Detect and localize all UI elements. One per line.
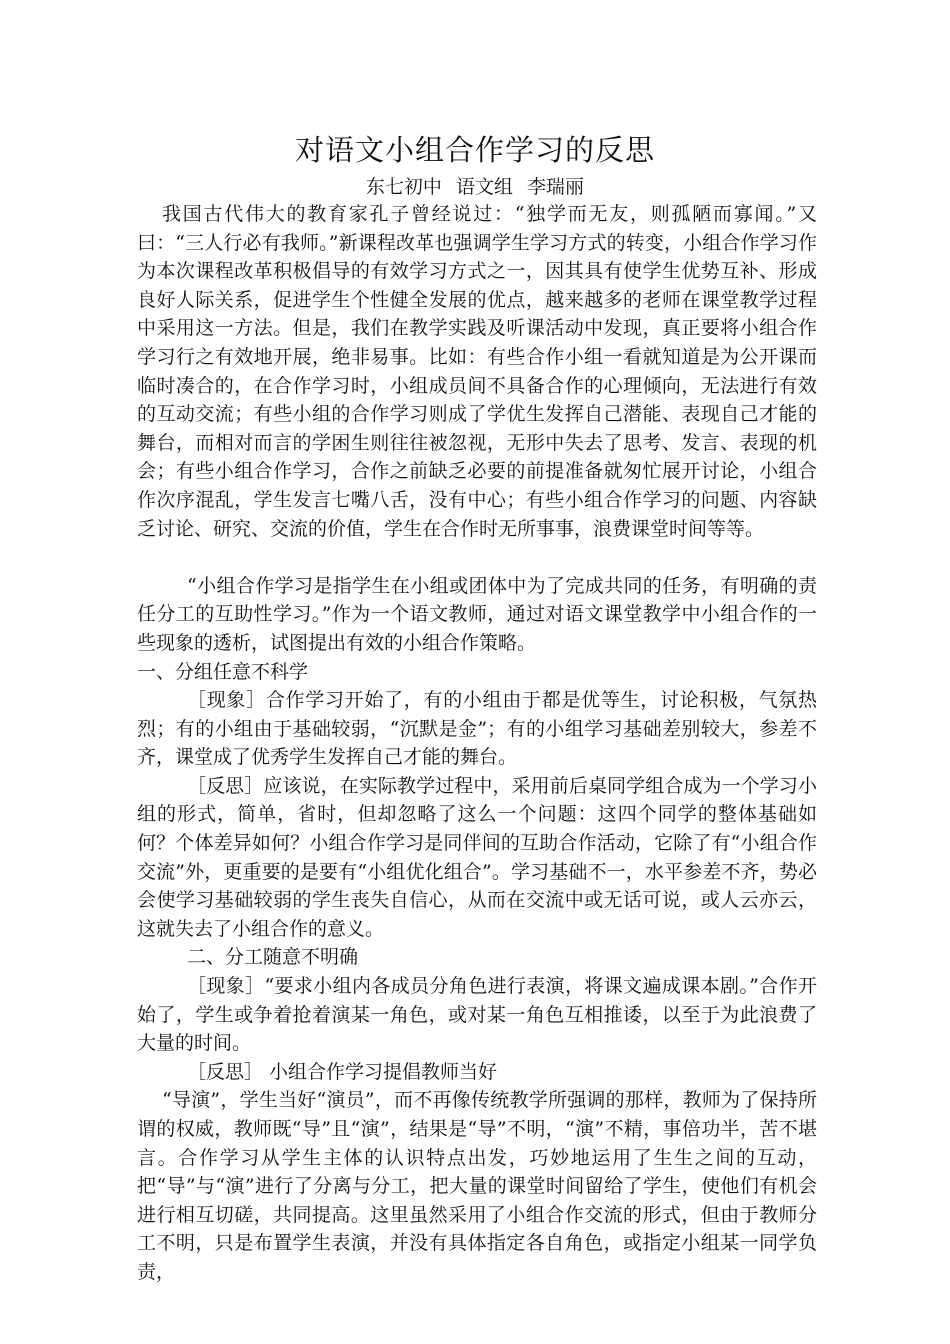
document-title: 对语文小组合作学习的反思 <box>294 133 655 167</box>
paragraph-definition: “小组合作学习是指学生在小组或团体中为了完成共同的任务，有明确的责任分工的互助性学习。”作为一个语文教师，通过对语文课堂教学中小组合作的一些现象的透析，试图提出有效的小组合作策略。 <box>137 574 817 654</box>
paragraph-spacer <box>137 543 817 572</box>
paragraph-reflection-1: ［反思］应该说，在实际教学过程中，采用前后桌同学组合成为一个学习小组的形式，简单，省时，但却忽略了这么一个问题：这四个同学的整体基础如何？个体差异如何？小组合作学习是同伴间的互助合作活动，它除了有“小组合作交流”外，更重要的是要有“小组优化组合”。学习基础不一，水平参差不齐，势必会使学习基础较弱的学生丧失自信心，从而在交流中或无话可说，或人云亦云，这就失去了小组合作的意义。 <box>137 774 817 940</box>
paragraph-reflection-2-heading: ［反思］ 小组合作学习提倡教师当好 <box>187 1060 498 1083</box>
section-heading-2: 二、分工随意不明确 <box>187 946 359 969</box>
paragraph-reflection-2: “导演”，学生当好“演员”，而不再像传统教学所强调的那样，教师为了保持所谓的权威，教师既“导”且“演”，结果是“导”不明，“演”不精，事倍功半，苦不堪言。合作学习从学生主体的认识特点出发，巧妙地运用了生生之间的互动，把“导”与“演”进行了分离与分工，把大量的课堂时间留给了学生，使他们有机会进行相互切磋，共同提高。这里虽然采用了小组合作交流的形式，但由于教师分工不明，只是布置学生表演，并没有具体指定各自角色，或指定小组某一同学负责， <box>137 1089 817 1283</box>
byline-school: 东七初中 <box>365 176 442 198</box>
paragraph-intro: 我国古代伟大的教育家孔子曾经说过：“独学而无友，则孤陋而寡闻。”又曰：“三人行必有我师。”新课程改革也强调学生学习方式的转变，小组合作学习作为本次课程改革积极倡导的有效学习方式之一，因其具有使学生优势互补、形成良好人际关系，促进学生个性健全发展的优点，越来越多的老师在课堂教学过程中采用这一方法。但是，我们在教学实践及听课活动中发现，真正要将小组合作学习行之有效地开展，绝非易事。比如：有些合作小组一看就知道是为公开课而临时凑合的，在合作学习时，小组成员间不具备合作的心理倾向，无法进行有效的互动交流；有些小组的合作学习则成了学优生发挥自己潜能、表现自己才能的舞台，而相对而言的学困生则往往被忽视，无形中失去了思考、发言、表现的机会；有些小组合作学习，合作之前缺乏必要的前提准备就匆忙展开讨论，小组合作次序混乱，学生发言七嘴八舌，没有中心；有些小组合作学习的问题、内容缺乏讨论、研究、交流的价值，学生在合作时无所事事，浪费课堂时间等等。 <box>137 203 817 540</box>
byline <box>0 174 950 200</box>
paragraph-phenomenon-2: ［现象］“要求小组内各成员分角色进行表演，将课文遍成课本剧。”合作开始了，学生或争着抢着演某一角色，或对某一角色互相推诿，以至于为此浪费了大量的时间。 <box>137 975 817 1055</box>
section-heading-1: 一、分组任意不科学 <box>137 660 309 683</box>
paragraph-phenomenon-1: ［现象］合作学习开始了，有的小组由于都是优等生，讨论积极，气氛热烈；有的小组由于基础较弱，“沉默是金”；有的小组学习基础差别较大，参差不齐，课堂成了优秀学生发挥自己才能的舞台。 <box>137 689 817 769</box>
document-body <box>137 200 817 1287</box>
byline-group: 语文组 <box>455 176 513 198</box>
byline-author: 李瑞丽 <box>527 176 585 198</box>
